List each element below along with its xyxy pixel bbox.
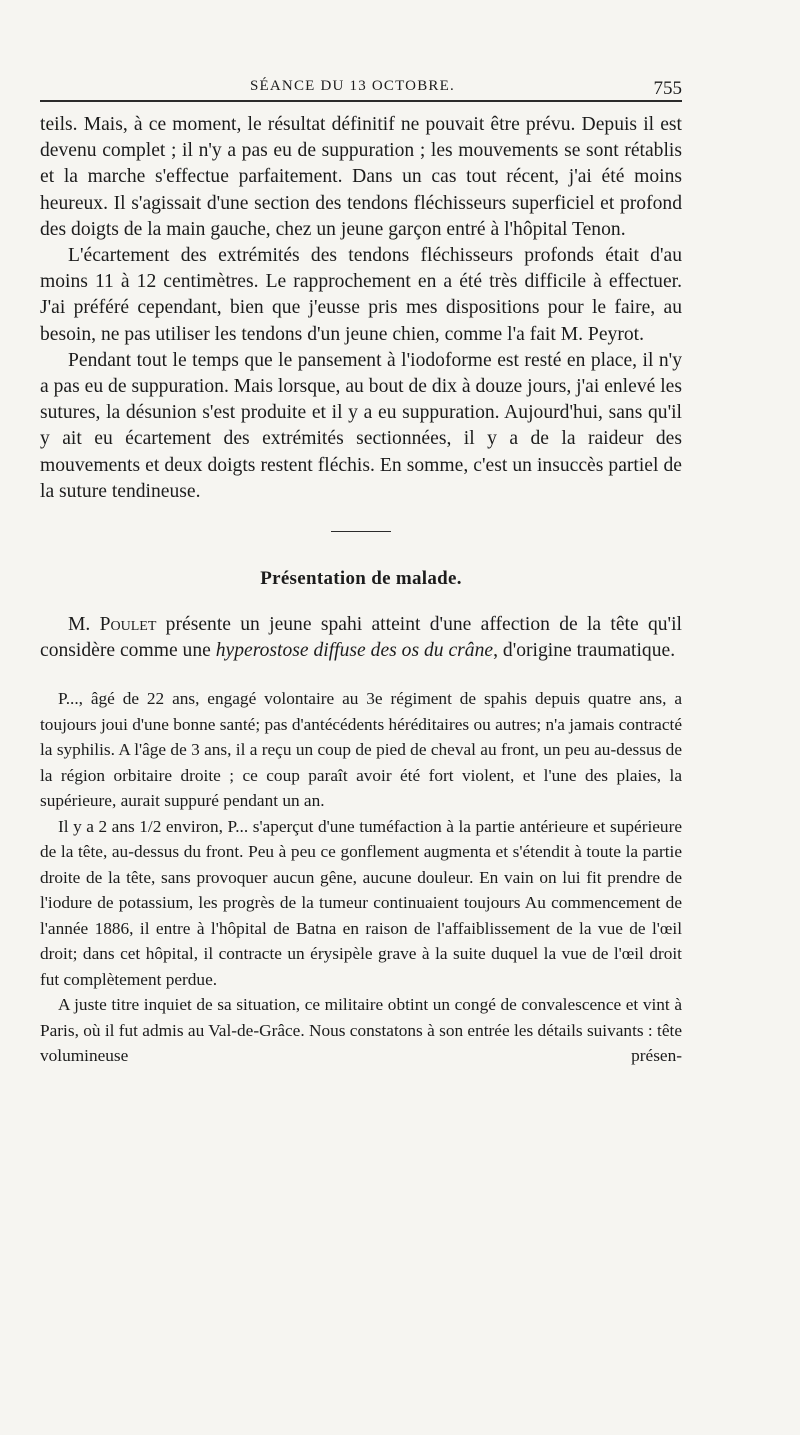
speaker-name: Poulet <box>99 614 157 636</box>
page-header <box>40 70 682 100</box>
intro-text-end: , d'origine traumatique. <box>493 640 676 662</box>
paragraph: Pendant tout le temps que le pansement à l'iodoforme est resté en place, il n'y a pas eu de suppuration. Mais lorsque, au bout de dix à douze jours, j'ai enlevé les sutures, la désunion s'est produite et il y a eu suppuration. Aujourd'hui, sans qu'il y ait eu écartement des extrémités sectionnées, il y a de la raideur des mouvements et deux doigts restent fléchis. En somme, c'est un insuccès partiel de la suture tendineuse. <box>40 349 682 502</box>
paragraph: L'écartement des extrémités des tendons fléchisseurs profonds était d'au moins 11 à 12 centimètres. Le rapprochement en a été très difficile à effectuer. J'ai préféré cependant, bien que j'eusse pris mes dispositions pour le faire, au besoin, ne pas utiliser les tendons d'un jeune chien, comme l'a fait M. Peyrot. <box>40 245 682 345</box>
document-page <box>40 70 682 1069</box>
diagnosis-italic: hyperostose diffuse des os du crâne <box>215 640 494 662</box>
paragraph: teils. Mais, à ce moment, le résultat définitif ne pouvait être prévu. Depuis il est devenu complet ; il n'y a pas eu de suppuration ; les mouvements se sont rétablis et la marche s'effectue parfaitement. Dans un cas tout récent, j'ai été moins heureux. Il s'agissait d'une section des tendons fléchisseurs superficiel et profond des doigts de la main gauche, chez un jeune garçon entré à l'hôpital Tenon. <box>40 114 682 240</box>
header-rule <box>40 100 682 102</box>
running-head: SÉANCE DU 13 OCTOBRE. <box>250 78 455 94</box>
paragraph <box>40 612 682 664</box>
intro-paragraph <box>40 612 682 664</box>
body-text <box>40 112 682 505</box>
page-number: 755 <box>653 78 682 99</box>
paragraph: Il y a 2 ans 1/2 environ, P... s'aperçut d'une tuméfaction à la partie antérieure et supérieure de la tête, au-dessus du front. Peu à peu ce gonflement augmenta et s'étendit à toute la partie droite de la tête, sans provoquer aucun gêne, aucune douleur. En vain on lui fit prendre de l'iodure de potassium, les progrès de la tumeur continuaient toujours Au commencement de l'année 1886, il entre à l'hôpital de Batna en raison de l'affaiblissement de la vue de l'œil droit; dans cet hôpital, il contracte un érysipèle grave à la suite duquel la vue de l'œil droit fut complètement perdue. <box>40 816 682 989</box>
intro-lead: M. <box>68 614 100 636</box>
section-divider <box>331 531 391 532</box>
case-report <box>40 686 682 1069</box>
section-heading: Présentation de malade. <box>260 568 462 590</box>
paragraph: A juste titre inquiet de sa situation, ce militaire obtint un congé de convalescence et vint à Paris, où il fut admis au Val-de-Grâce. Nous constatons à son entrée les détails suivants : tête volumineuse présen- <box>40 995 682 1066</box>
intro-text: présente un jeune spahi atteint d'une affection de la tête qu'il considère comme une <box>40 614 682 662</box>
paragraph: P..., âgé de 22 ans, engagé volontaire au 3e régiment de spahis depuis quatre ans, a toujours joui d'une bonne santé; pas d'antécédents héréditaires ou autres; n'a jamais contracté la syphilis. A l'âge de 3 ans, il a reçu un coup de pied de cheval au front, un peu au-dessus de la région orbitaire droite ; ce coup paraît avoir été fort violent, et l'une des plaies, la supérieure, aurait suppuré pendant un an. <box>40 689 682 811</box>
